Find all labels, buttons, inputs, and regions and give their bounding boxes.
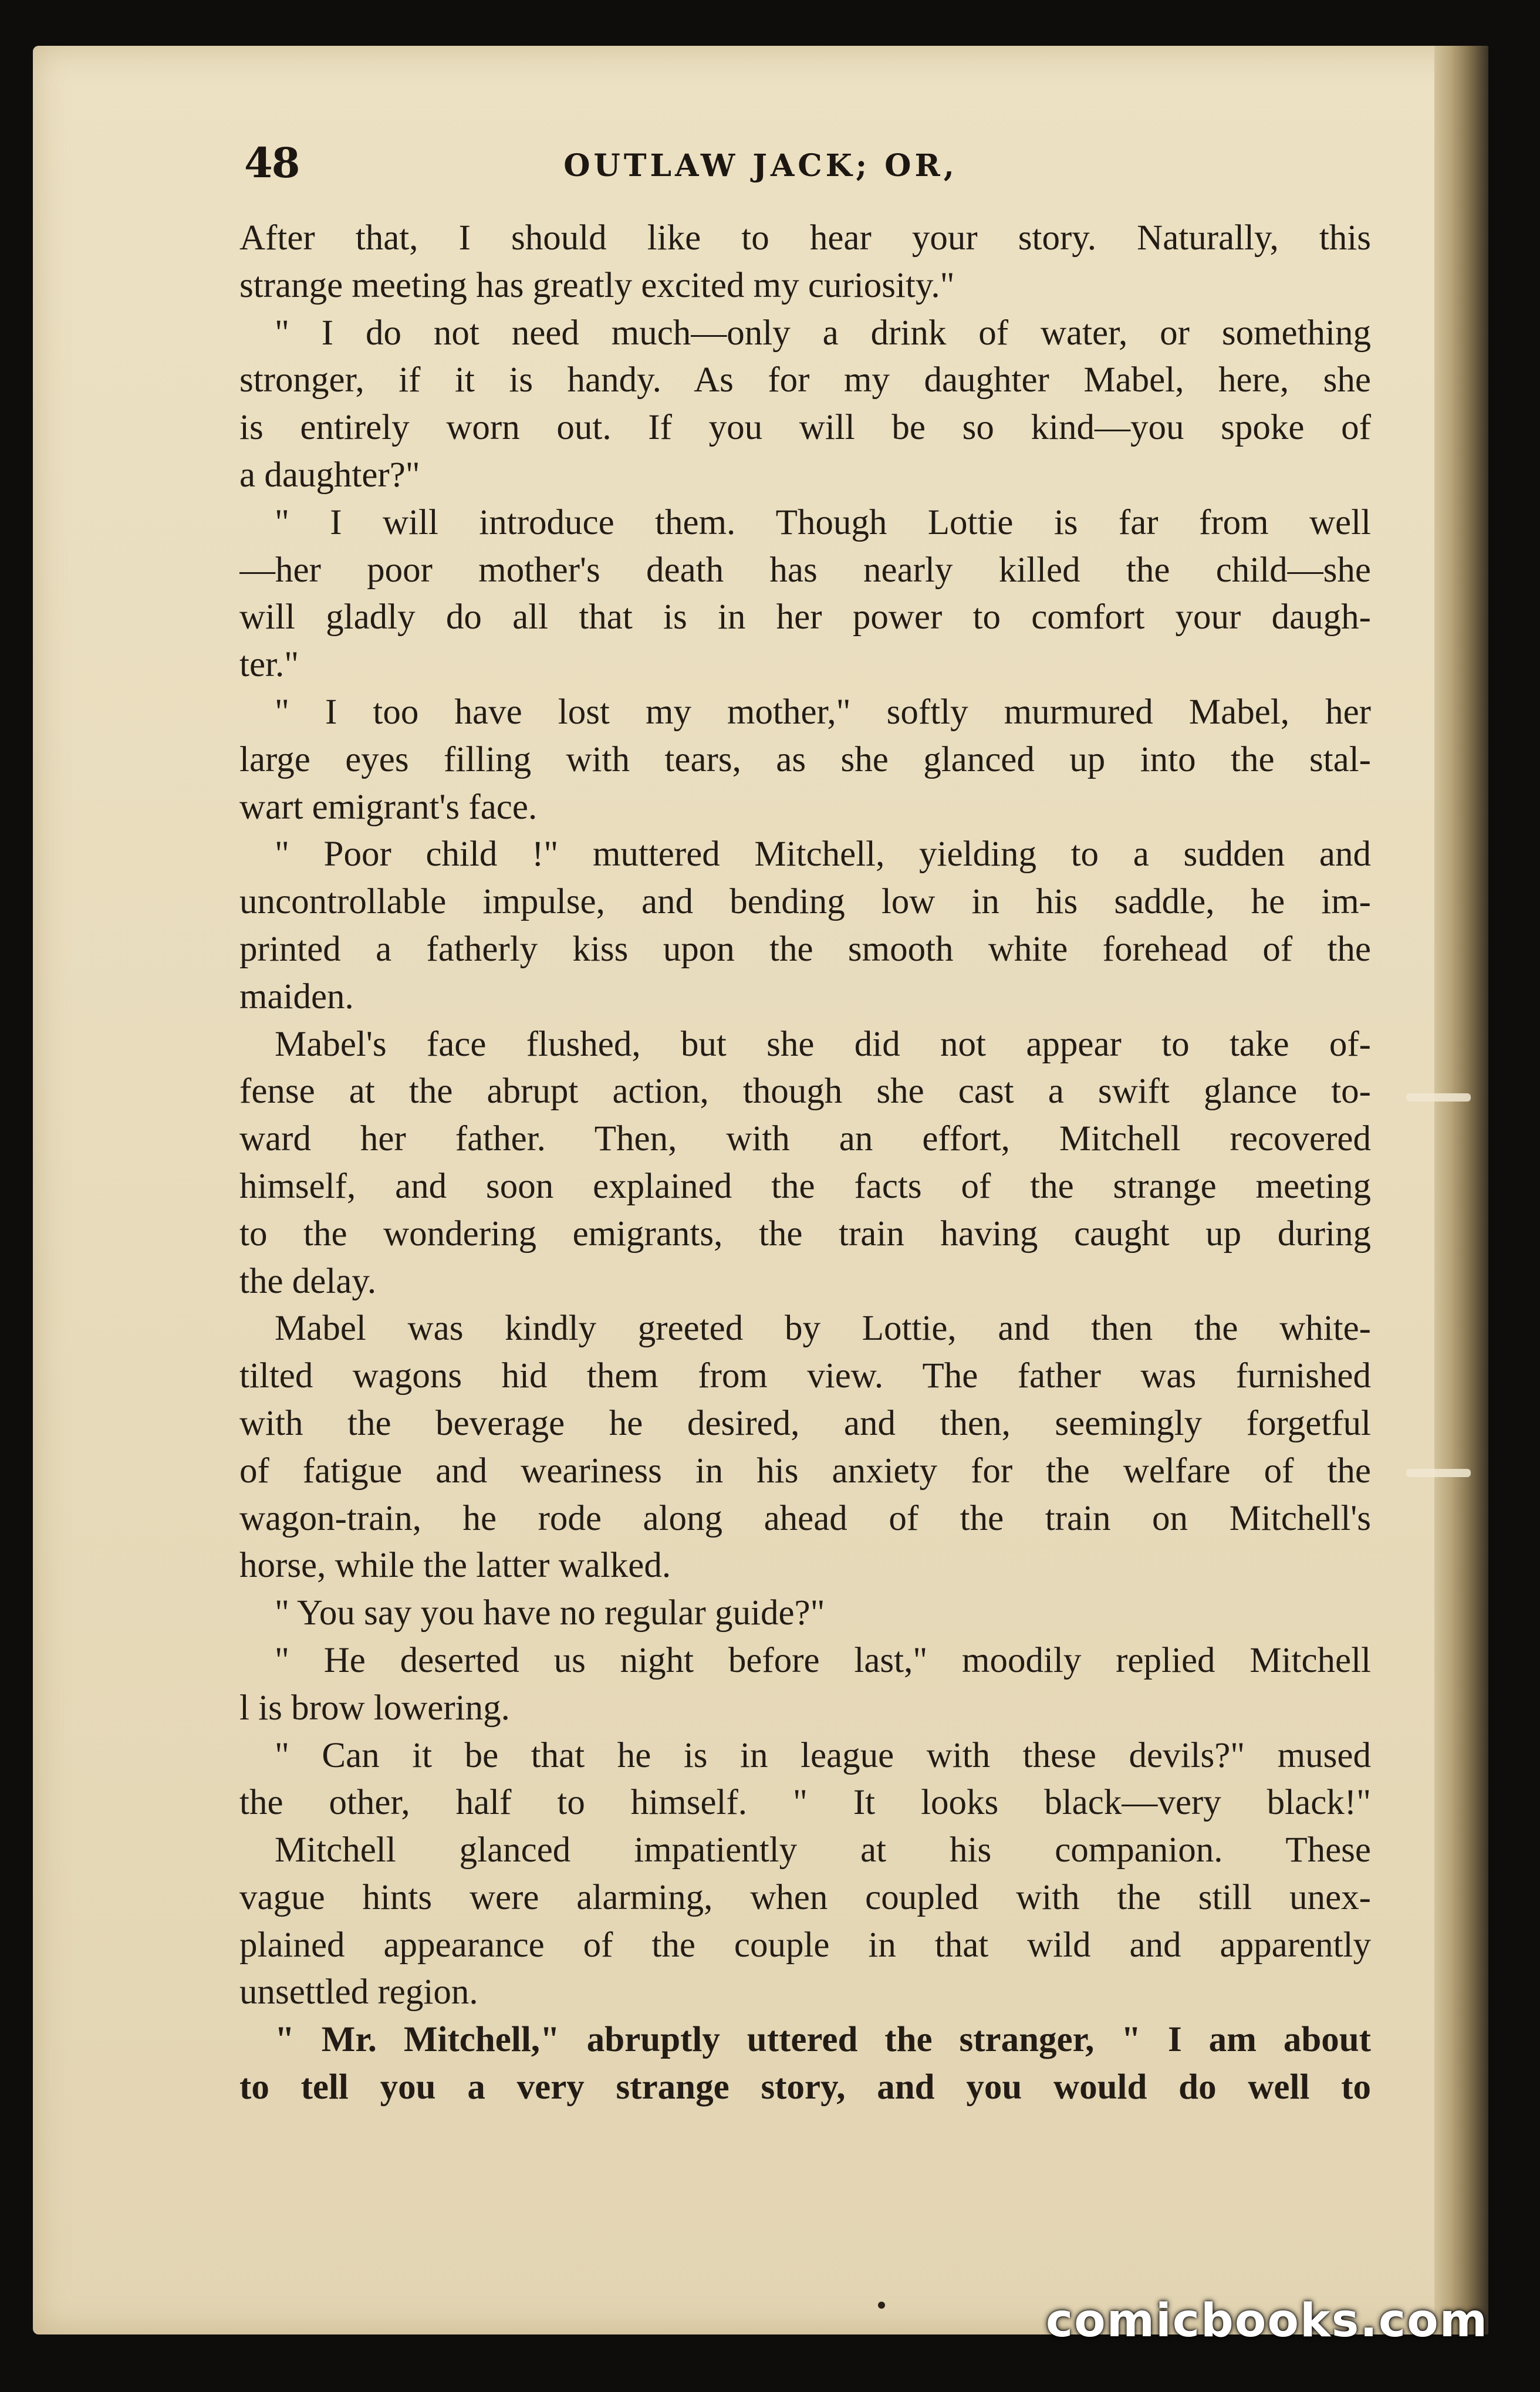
text-line: printed a fatherly kiss upon the smooth white forehead of the <box>239 929 1371 969</box>
text-line: the other, half to himself. " It looks black—very black!" <box>239 1783 1371 1823</box>
text-line: " I do not need much—only a drink of water, or something <box>275 313 1371 353</box>
binding-thread <box>1406 1469 1471 1477</box>
text-line: tilted wagons hid them from view. The father was furnished <box>239 1356 1371 1396</box>
text-line: ter." <box>239 645 299 685</box>
text-line: Mitchell glanced impatiently at his companion. These <box>275 1830 1371 1870</box>
text-line: a daughter?" <box>239 455 420 495</box>
book-spine <box>1434 46 1488 2334</box>
text-line: Mabel was kindly greeted by Lottie, and then the white- <box>275 1309 1371 1349</box>
text-line: stronger, if it is handy. As for my daughter Mabel, here, she <box>239 360 1371 400</box>
text-line: maiden. <box>239 977 354 1016</box>
text-line: Mabel's face flushed, but she did not appear to take of- <box>275 1024 1371 1064</box>
text-line: will gladly do all that is in her power to comfort your daugh- <box>239 597 1371 637</box>
ink-dot <box>878 2302 885 2309</box>
text-line: plained appearance of the couple in that wild and apparently <box>239 1925 1371 1965</box>
running-head: OUTLAW JACK; OR, <box>563 148 958 184</box>
text-line: of fatigue and weariness in his anxiety for the welfare of the <box>239 1451 1371 1491</box>
text-line: to tell you a very strange story, and you would do well to <box>239 2067 1371 2107</box>
body-text <box>239 215 1371 2111</box>
text-line: After that, I should like to hear your story. Naturally, this <box>239 218 1371 258</box>
text-line: " Mr. Mitchell," abruptly uttered the stranger, " I am about <box>275 2020 1371 2060</box>
text-line: with the beverage he desired, and then, seemingly forgetful <box>239 1403 1371 1443</box>
text-line: " I too have lost my mother," softly murmured Mabel, her <box>275 692 1371 732</box>
text-line: himself, and soon explained the facts of the strange meeting <box>239 1166 1371 1206</box>
text-line: " I will introduce them. Though Lottie is far from well <box>275 502 1371 542</box>
text-line: ward her father. Then, with an effort, Mitchell recovered <box>239 1119 1371 1159</box>
page-number: 48 <box>244 138 299 187</box>
text-line: fense at the abrupt action, though she cast a swift glance to- <box>239 1072 1371 1111</box>
text-line: wart emigrant's face. <box>239 787 538 827</box>
page-header <box>244 127 1277 203</box>
text-line: " Can it be that he is in league with these devils?" mused <box>275 1735 1371 1775</box>
text-line: the delay. <box>239 1261 377 1301</box>
text-line: l is brow lowering. <box>239 1688 510 1728</box>
text-line: is entirely worn out. If you will be so kind—you spoke of <box>239 408 1371 448</box>
text-line: " Poor child !" muttered Mitchell, yielding to a sudden and <box>275 835 1371 874</box>
watermark: comicbooks.com <box>1045 2295 1488 2347</box>
text-line: to the wondering emigrants, the train having caught up during <box>239 1214 1371 1254</box>
text-line: vague hints were alarming, when coupled with the still unex- <box>239 1877 1371 1917</box>
text-line: unsettled region. <box>239 1972 478 2012</box>
text-line: large eyes filling with tears, as she glanced up into the stal- <box>239 739 1371 779</box>
text-line: horse, while the latter walked. <box>239 1546 671 1586</box>
text-line: uncontrollable impulse, and bending low in his saddle, he im- <box>239 882 1371 922</box>
text-line: " He deserted us night before last," moodily replied Mitchell <box>275 1640 1371 1680</box>
text-line: " You say you have no regular guide?" <box>275 1593 825 1633</box>
text-line: wagon-train, he rode along ahead of the train on Mitchell's <box>239 1498 1371 1538</box>
binding-thread <box>1406 1093 1471 1102</box>
text-line: strange meeting has greatly excited my curiosity." <box>239 265 955 305</box>
text-line: —her poor mother's death has nearly killed the child—she <box>239 550 1371 590</box>
